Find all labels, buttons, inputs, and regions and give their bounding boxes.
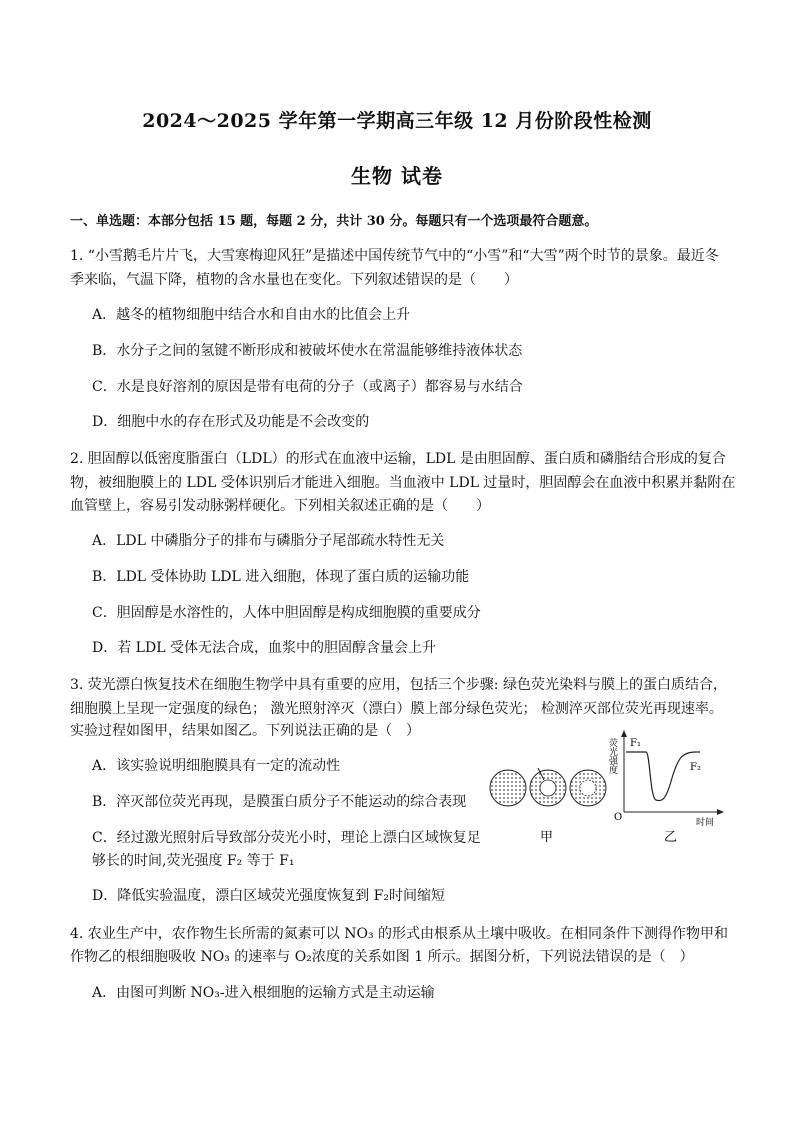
label-jia: 甲 (540, 830, 554, 845)
q2-stem-line2: 物，被细胞膜上的 LDL 受体识别后才能进入细胞。当血液中 LDL 过量时，胆固醇会在血液中积累并黏附在 (70, 475, 736, 491)
q2-option-d: D．若 LDL 受体无法合成，血浆中的胆固醇含量会上升 (92, 640, 436, 656)
page-subtitle: 生物 试卷 (351, 164, 443, 188)
q2-option-c: C．胆固醇是水溶性的，人体中胆固醇是构成细胞膜的重要成分 (92, 605, 481, 621)
q2-stem-line1: 2. 胆固醇以低密度脂蛋白（LDL）的形式在血液中运输，LDL 是由胆固醇、蛋白质和磷脂结合形成的复合 (70, 451, 726, 467)
q4-stem-line1: 4. 农业生产中，农作物生长所需的氮素可以 NO₃ 的形式由根系从土壤中吸收。在相同条件下测得作物甲和 (70, 926, 729, 942)
q4-option-a: A．由图可判断 NO₃-进入根细胞的运输方式是主动运输 (92, 985, 435, 1001)
q3-option-c-line2: 够长的时间,荧光强度 F₂ 等于 F₁ (92, 853, 295, 869)
q1-stem-line1: 1. “小雪鹅毛片片飞，大雪寒梅迎风狂”是描述中国传统节气中的“小雪”和“大雪”两个时节的景象。最近冬 (70, 248, 719, 264)
q3-option-c-line1: C．经过激光照射后导致部分荧光小时，理论上漂白区域恢复足 (92, 830, 481, 846)
page-title: 2024～2025 学年第一学期高三年级 12 月份阶段性检测 (142, 110, 652, 132)
cell-recovering (570, 770, 606, 806)
q3-option-d: D．降低实验温度，漂白区域荧光强度恢复到 F₂时间缩短 (92, 888, 445, 904)
q3-figure (486, 728, 726, 848)
origin-label: O (614, 812, 623, 823)
x-axis-label: 时间 (696, 818, 715, 828)
y-axis-arrow (621, 730, 627, 737)
cell-bleached (530, 768, 566, 806)
f1-label: F₁ (630, 738, 641, 749)
q1-option-c: C．水是良好溶剂的原因是带有电荷的分子（或离子）都容易与水结合 (92, 379, 523, 395)
q2-stem-line3: 血管壁上，容易引发动脉粥样硬化。下列相关叙述正确的是（ ） (70, 498, 490, 514)
f2-label: F₂ (690, 762, 701, 773)
q3-stem-line3: 实验过程如图甲，结果如图乙。下列说法正确的是（ ） (70, 723, 420, 739)
section-heading: 一、单选题：本部分包括 15 题，每题 2 分，共计 30 分。每题只有一个选项最符合题意。 (70, 214, 598, 229)
q3-stem-line2: 细胞膜上呈现一定强度的绿色； 激光照射淬灭（漂白）膜上部分绿色荧光； 检测淬灭部位荧光再现速率。 (70, 701, 723, 717)
q1-stem-line2: 季来临，气温下降，植物的含水量也在变化。下列叙述错误的是（ ） (70, 272, 518, 288)
chart-yi (607, 730, 724, 828)
q1-option-a: A．越冬的植物细胞中结合水和自由水的比值会上升 (92, 307, 411, 323)
q1-option-b: B．水分子之间的氢键不断形成和被破坏使水在常温能够维持液体状态 (92, 343, 523, 359)
y-axis-label: 荧光强度 (607, 738, 617, 774)
q1-option-d: D．细胞中水的存在形式及功能是不会改变的 (92, 414, 370, 430)
fluorescence-curve (626, 752, 700, 801)
label-yi: 乙 (664, 830, 678, 845)
q3-stem-line1: 3. 荧光漂白恢复技术在细胞生物学中具有重要的应用，包括三个步骤: 绿色荧光染料与膜上的蛋白质结合， (70, 677, 727, 693)
q4-stem-line2: 作物乙的根细胞吸收 NO₃ 的速率与 O₂浓度的关系如图 1 所示。据图分析，下列说法错误的是（ ） (70, 949, 694, 965)
q2-option-b: B．LDL 受体协助 LDL 进入细胞，体现了蛋白质的运输功能 (92, 569, 470, 585)
x-axis-arrow (717, 809, 724, 815)
cell-before-bleach (490, 770, 526, 806)
q3-option-a: A．该实验说明细胞膜具有一定的流动性 (92, 758, 341, 774)
q3-option-b: B．淬灭部位荧光再现，是膜蛋白质分子不能运动的综合表现 (92, 794, 467, 810)
q2-option-a: A．LDL 中磷脂分子的排布与磷脂分子尾部疏水特性无关 (92, 533, 445, 549)
